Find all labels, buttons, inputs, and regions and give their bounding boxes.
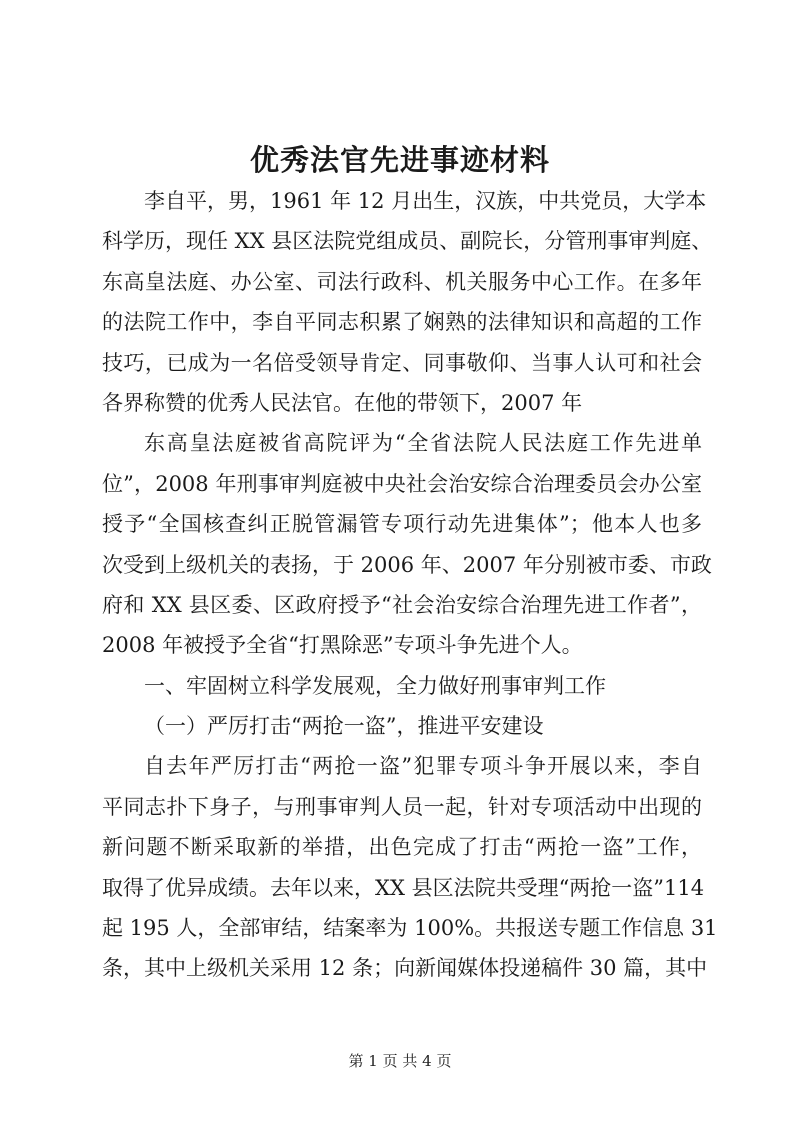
body-line-16: 平同志扑下身子，与刑事审判人员一起，针对专项活动中出现的	[102, 794, 702, 819]
body-line-5: 技巧，已成为一名倍受领导肯定、同事敬仰、当事人认可和社会	[102, 350, 702, 375]
body-line-15: 自去年严厉打击“两抢一盗”犯罪专项斗争开展以来，李自	[144, 754, 702, 779]
section-heading-1: 一、牢固树立科学发展观，全力做好刑事审判工作	[144, 673, 606, 698]
body-line-18: 取得了优异成绩。去年以来，XX 县区法院共受理“两抢一盗”114	[102, 875, 705, 900]
body-line-4: 的法院工作中，李自平同志积累了娴熟的法律知识和高超的工作	[102, 310, 702, 335]
subsection-heading-1: （一）严厉打击“两抢一盗”，推进平安建设	[144, 714, 544, 739]
body-line-1: 李自平，男，1961 年 12 月出生，汉族，中共党员，大学本	[144, 189, 707, 213]
document-body	[102, 181, 718, 989]
document-title: 优秀法官先进事迹材料	[249, 143, 550, 177]
page-number-footer: 第 1 页 共 4 页	[348, 1052, 452, 1070]
body-line-9: 授予“全国核查纠正脱管漏管专项行动先进集体”；他本人也多	[102, 512, 702, 537]
body-line-3: 东高皇法庭、办公室、司法行政科、机关服务中心工作。在多年	[102, 269, 702, 294]
body-line-10: 次受到上级机关的表扬，于 2006 年、2007 年分别被市委、市政	[102, 552, 712, 577]
body-line-20: 条，其中上级机关采用 12 条；向新闻媒体投递稿件 30 篇，其中	[102, 956, 708, 981]
body-line-7: 东高皇法庭被省高院评为“全省法院人民法庭工作先进单	[144, 431, 702, 456]
body-line-6: 各界称赞的优秀人民法官。在他的带领下，2007 年	[102, 390, 583, 415]
body-line-17: 新问题不断采取新的举措，出色完成了打击“两抢一盗”工作，	[102, 835, 702, 860]
body-line-11: 府和 XX 县区委、区政府授予“社会治安综合治理先进工作者”，	[102, 592, 702, 617]
body-line-2: 科学历，现任 XX 县区法院党组成员、副院长，分管刑事审判庭、	[102, 229, 713, 254]
body-line-12: 2008 年被授予全省“打黑除恶”专项斗争先进个人。	[102, 633, 583, 658]
body-line-19: 起 195 人，全部审结，结案率为 100%。共报送专题工作信息 31	[102, 916, 718, 941]
body-line-8: 位”，2008 年刑事审判庭被中央社会治安综合治理委员会办公室	[102, 471, 702, 496]
